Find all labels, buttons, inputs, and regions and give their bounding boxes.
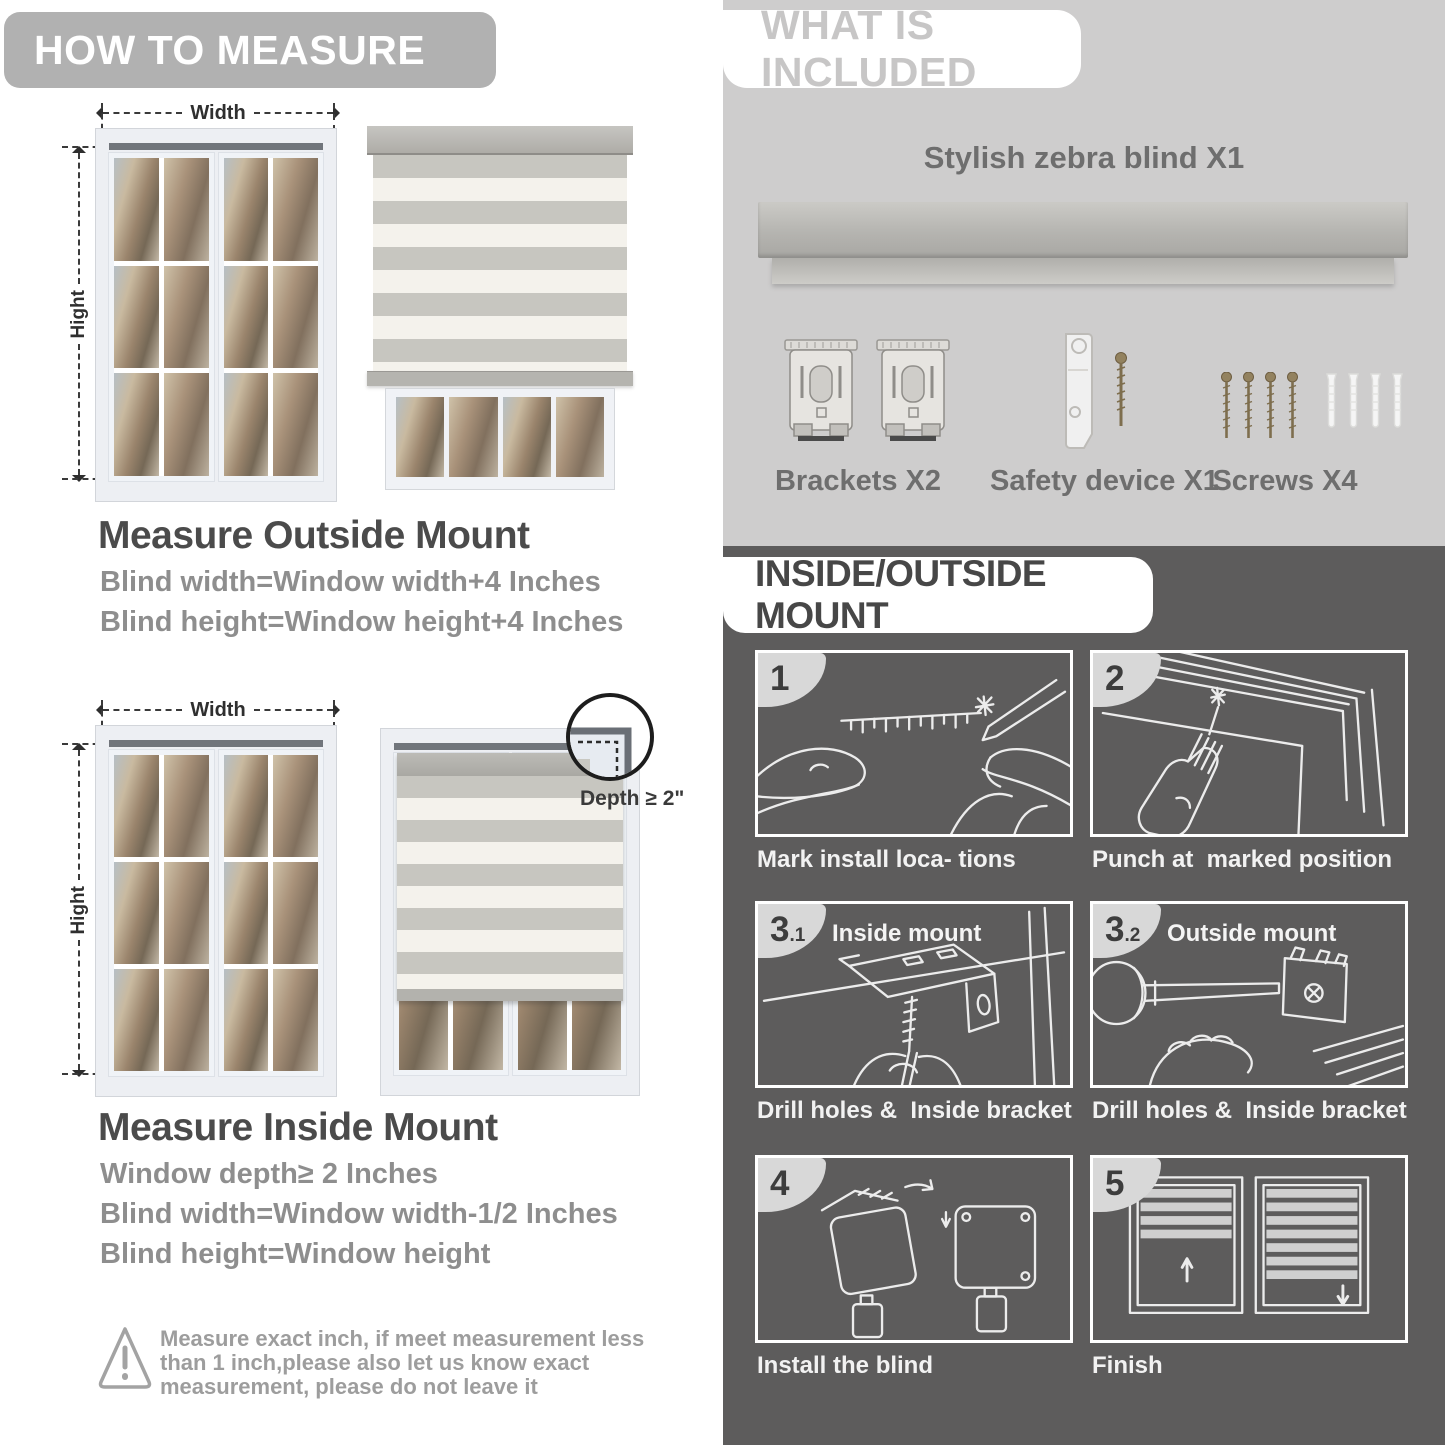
measure-inside-line: Blind height=Window height xyxy=(100,1238,491,1270)
height-label: Hight xyxy=(68,289,89,339)
item-label-brackets: Brackets X2 xyxy=(774,465,942,497)
item-label-screws: Screws X4 xyxy=(1212,465,1358,497)
frame-corner-detail xyxy=(570,697,654,781)
window-sash xyxy=(109,750,214,1076)
width-label: Width xyxy=(190,698,246,721)
measure-inside-line: Window depth≥ 2 Inches xyxy=(100,1158,438,1190)
mount-header xyxy=(723,553,1153,636)
bracket-icon xyxy=(875,336,951,444)
step-panel-1 xyxy=(755,650,1073,837)
safety-device-graphic xyxy=(1056,330,1128,452)
blind-bottomrail xyxy=(397,989,623,1001)
wall-anchor-icon xyxy=(1391,372,1404,430)
product-label: Stylish zebra blind X1 xyxy=(923,140,1245,175)
how-to-measure-header xyxy=(4,12,496,88)
window-track xyxy=(109,740,323,747)
warning-text-line: measurement, please do not leave it xyxy=(160,1374,538,1399)
window-photo-inside xyxy=(95,725,337,1097)
measure-inside-title: Measure Inside Mount xyxy=(98,1106,498,1149)
step-inline-label: Outside mount xyxy=(1167,920,1337,947)
zebra-blind-inside-mount xyxy=(380,728,640,1096)
screws-graphic xyxy=(1220,372,1404,442)
step-panel-4 xyxy=(755,1155,1073,1343)
blind-fabric xyxy=(373,155,627,371)
step-caption: Punch at marked position xyxy=(1092,846,1393,873)
depth-label: Depth ≥ 2" xyxy=(580,787,685,810)
warning-text-line: Measure exact inch, if meet measurement less xyxy=(160,1326,645,1351)
zebra-blind-outside-mount xyxy=(367,126,633,490)
step-panel-3-1 xyxy=(755,901,1073,1088)
window-below-blind xyxy=(385,388,615,490)
window-sash xyxy=(219,750,324,1076)
what-is-included-panel xyxy=(723,0,1445,546)
step-number-badge: 3 .2 xyxy=(1093,904,1161,958)
warning-text-line: than 1 inch,please also let us know exact xyxy=(160,1350,590,1375)
measure-outside-line: Blind height=Window height+4 Inches xyxy=(100,606,624,638)
how-to-measure-title: HOW TO MEASURE xyxy=(34,26,426,73)
window-sash xyxy=(109,153,214,481)
height-dimension-inside xyxy=(64,743,94,1077)
what-is-included-header xyxy=(723,2,1081,95)
wall-anchor-icon xyxy=(1325,372,1338,430)
wall-anchor-icon xyxy=(1347,372,1360,430)
mount-title: INSIDE/OUTSIDE MOUNT xyxy=(755,553,1047,636)
window-photo-outside xyxy=(95,128,337,502)
mount-instructions-panel xyxy=(723,546,1445,1445)
width-dimension-outside xyxy=(96,103,340,123)
blind-headrail xyxy=(367,126,633,155)
step-number-badge: 5 xyxy=(1093,1158,1161,1212)
brackets-graphic xyxy=(783,336,951,444)
blind-bottomrail xyxy=(367,371,633,386)
step-caption: Finish xyxy=(1092,1352,1163,1379)
screw-icon xyxy=(1114,352,1128,430)
screw-icon xyxy=(1264,372,1277,442)
step-number-badge: 2 xyxy=(1093,653,1161,707)
measure-outside-line: Blind width=Window width+4 Inches xyxy=(100,566,601,598)
screw-icon xyxy=(1220,372,1233,442)
measure-outside-title: Measure Outside Mount xyxy=(98,514,530,557)
bracket-icon xyxy=(783,336,859,444)
step-panel-5 xyxy=(1090,1155,1408,1343)
width-label: Width xyxy=(190,101,246,124)
step-inline-label: Inside mount xyxy=(832,920,982,947)
screw-icon xyxy=(1286,372,1299,442)
blind-bottomrail-product xyxy=(772,258,1394,284)
step-caption: Drill holes & Inside bracket xyxy=(1092,1097,1407,1124)
warning-triangle-icon xyxy=(96,1322,154,1392)
step-number-badge: 3 .1 xyxy=(758,904,826,958)
blind-headrail-product xyxy=(758,202,1408,258)
safety-device-icon xyxy=(1056,330,1100,452)
step-number-badge: 1 xyxy=(758,653,826,707)
step-panel-3-2 xyxy=(1090,901,1408,1088)
wall-anchor-icon xyxy=(1369,372,1382,430)
item-label-safety-device: Safety device X1 xyxy=(990,465,1219,497)
window-track xyxy=(109,143,323,150)
window-sash xyxy=(219,153,324,481)
step-caption: Drill holes & Inside bracket xyxy=(757,1097,1072,1124)
height-dimension-outside xyxy=(64,146,94,482)
measure-inside-line: Blind width=Window width-1/2 Inches xyxy=(100,1198,618,1230)
step-number-badge: 4 xyxy=(758,1158,826,1212)
step-panel-2 xyxy=(1090,650,1408,837)
height-label: Hight xyxy=(68,885,89,935)
what-is-included-title: WHAT IS INCLUDED xyxy=(761,2,977,95)
step-caption: Mark install loca- tions xyxy=(757,846,1016,873)
depth-detail-magnifier xyxy=(566,693,654,781)
screw-icon xyxy=(1242,372,1255,442)
width-dimension-inside xyxy=(96,700,340,720)
step-caption: Install the blind xyxy=(757,1352,934,1379)
